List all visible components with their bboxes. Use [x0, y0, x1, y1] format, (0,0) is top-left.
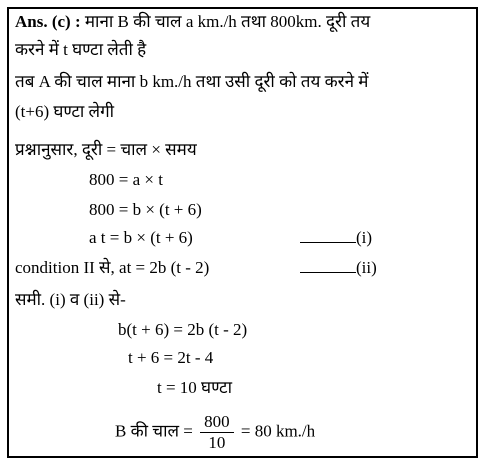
answer-label: Ans. (c) : [15, 12, 81, 31]
fraction [200, 412, 234, 453]
final-suffix: = 80 km./h [240, 421, 316, 441]
line-1 [15, 12, 370, 32]
line-1-text: माना B की चाल a km./h तथा 800km. दूरी तय [84, 12, 371, 31]
equation-3-tag [300, 228, 372, 248]
equation-4-tag-text: (ii) [356, 258, 377, 277]
final-prefix: B की चाल = [115, 421, 193, 441]
line-4: (t+6) घण्टा लेगी [15, 102, 115, 121]
equation-3: a t = b × (t + 6) [89, 228, 193, 247]
equation-1: 800 = a × t [89, 170, 163, 189]
equation-4-tag [300, 258, 377, 278]
fraction-denominator: 10 [208, 433, 226, 452]
line-6: समी. (i) व (ii) से- [15, 290, 126, 309]
blank-line [300, 258, 356, 273]
fraction-numerator: 800 [200, 412, 234, 433]
line-5: प्रश्नानुसार, दूरी = चाल × समय [15, 140, 197, 159]
equation-2: 800 = b × (t + 6) [89, 200, 202, 219]
equation-7: t = 10 घण्टा [157, 378, 232, 397]
line-2: करने में t घण्टा लेती है [15, 40, 147, 59]
blank-line [300, 228, 356, 243]
final-equation [115, 412, 315, 453]
equation-3-tag-text: (i) [356, 228, 373, 247]
equation-4: condition II से, at = 2b (t - 2) [15, 258, 210, 277]
line-3: तब A की चाल माना b km./h तथा उसी दूरी को तय करने में [15, 72, 369, 91]
equation-6: t + 6 = 2t - 4 [128, 348, 214, 367]
equation-5: b(t + 6) = 2b (t - 2) [118, 320, 248, 339]
